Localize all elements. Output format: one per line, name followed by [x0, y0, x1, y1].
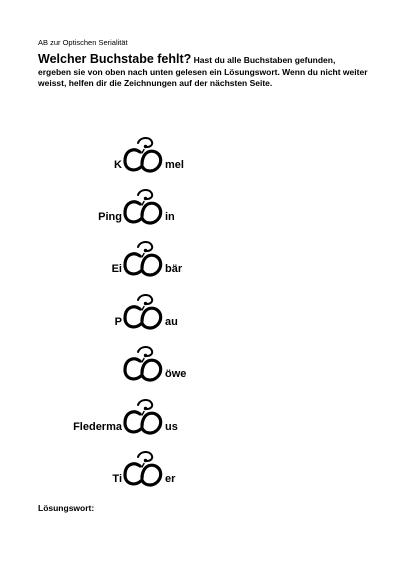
word-suffix: mel	[165, 159, 184, 171]
word-prefix: Ping	[98, 211, 122, 223]
word-prefix: K	[114, 159, 122, 171]
word-row	[0, 238, 400, 282]
word-suffix: us	[165, 421, 178, 433]
word-row	[0, 291, 400, 335]
word-suffix: öwe	[165, 368, 187, 380]
cursive-glyph-icon	[123, 448, 163, 488]
document-header: AB zur Optischen Serialität	[38, 38, 128, 47]
cursive-glyph-icon	[123, 291, 163, 331]
word-row	[0, 343, 400, 387]
solution-label: Lösungswort:	[38, 503, 95, 513]
word-prefix: Ei	[111, 263, 122, 275]
cursive-glyph-icon	[123, 396, 163, 436]
word-suffix: in	[165, 211, 175, 223]
instructions	[38, 54, 368, 90]
word-prefix: Flederma	[73, 421, 122, 433]
word-prefix: Ti	[112, 473, 122, 485]
word-row	[0, 186, 400, 230]
word-prefix: P	[114, 316, 122, 328]
instructions-body: Hast du alle Buchstaben gefunden, ergeben sie von oben nach unten gelesen ein Lösungswort. Wenn du nicht weiter weisst, helfen dir die Zeichnungen auf der nächsten Seite.	[38, 55, 368, 88]
cursive-glyph-icon	[123, 134, 163, 174]
word-suffix: au	[165, 316, 178, 328]
cursive-glyph-icon	[123, 343, 163, 383]
cursive-glyph-icon	[123, 186, 163, 226]
word-suffix: bär	[165, 263, 183, 275]
word-suffix: er	[165, 473, 176, 485]
instructions-title: Welcher Buchstabe fehlt?	[38, 52, 192, 66]
word-row	[0, 396, 400, 440]
cursive-glyph-icon	[123, 238, 163, 278]
word-row	[0, 134, 400, 178]
word-row	[0, 448, 400, 492]
